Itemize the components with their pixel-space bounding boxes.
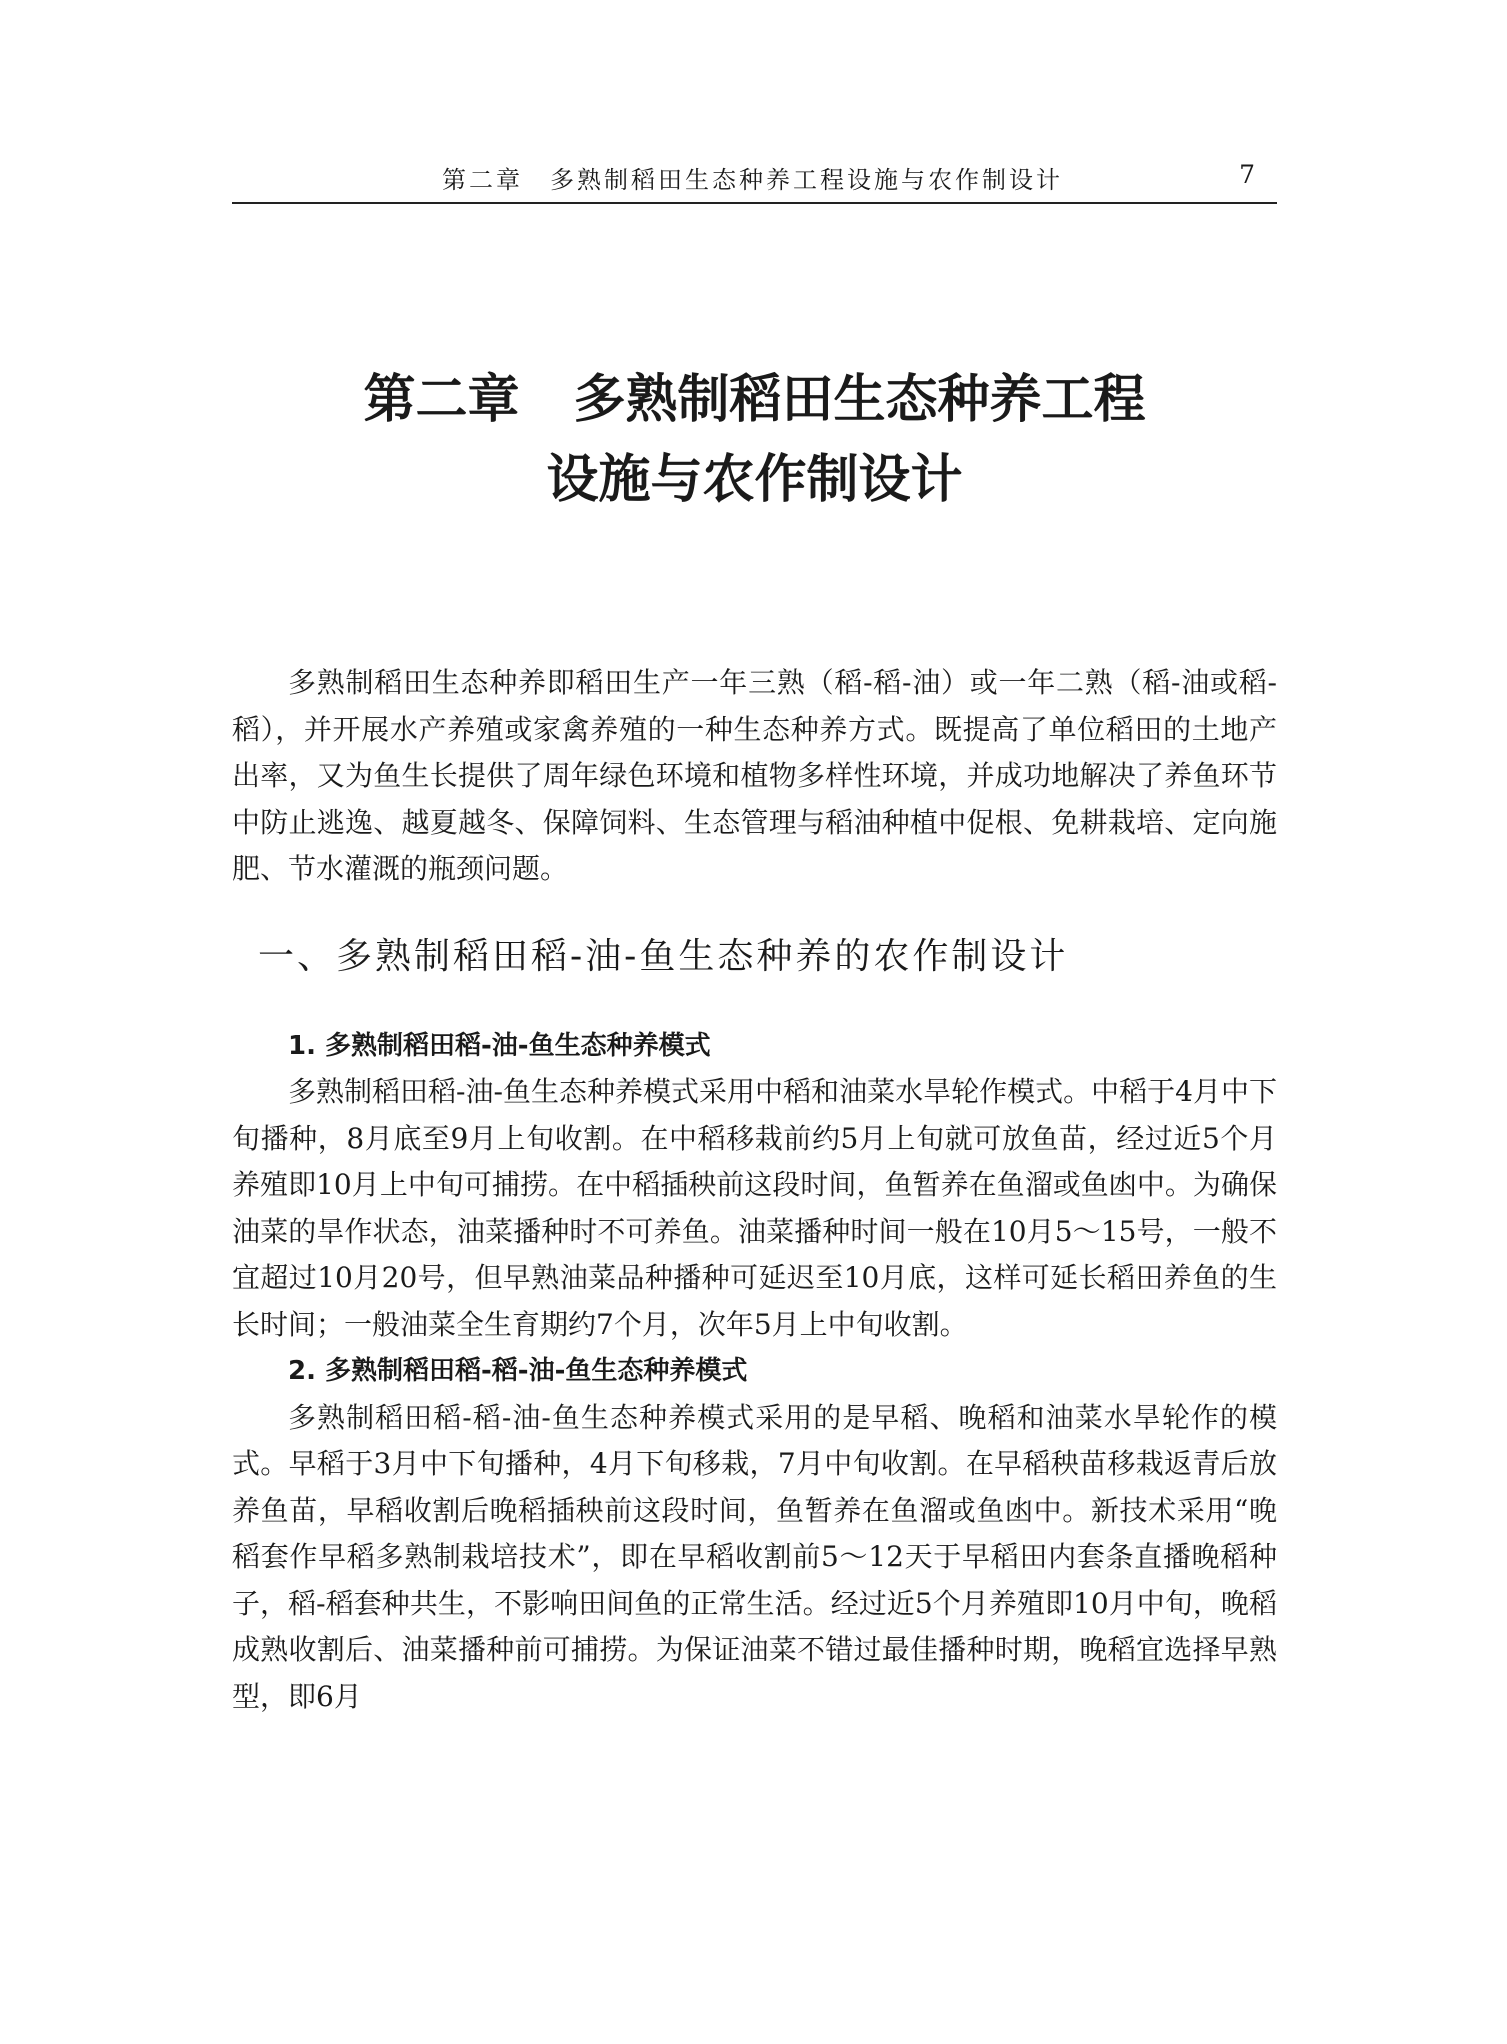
section-heading: 一、多熟制稻田稻-油-鱼生态种养的农作制设计	[258, 935, 1069, 977]
chapter-title-text: 多熟制稻田生态种养工程	[573, 370, 1146, 430]
running-title: 第二章 多熟制稻田生态种养工程设施与农作制设计	[442, 166, 1063, 194]
chapter-title-line-1	[232, 360, 1277, 440]
subsection-paragraph-1: 多熟制稻田稻-油-鱼生态种养模式采用中稻和油菜水旱轮作模式。中稻于4月中下旬播种，8月底至9月上旬收割。在中稻移栽前约5月上旬就可放鱼苗，经过近5个月养殖即10月上中旬可捕捞。在中稻插秧前这段时间，鱼暂养在鱼溜或鱼凼中。为确保油菜的旱作状态，油菜播种时不可养鱼。油菜播种时间一般在10月5～15号，一般不宜超过10月20号，但早熟油菜品种播种可延迟至10月底，这样可延长稻田养鱼的生长时间；一般油菜全生育期约7个月，次年5月上中旬收割。	[232, 1075, 1277, 1341]
running-header	[232, 160, 1277, 204]
intro-paragraph: 多熟制稻田生态种养即稻田生产一年三熟（稻-稻-油）或一年二熟（稻-油或稻-稻），并开展水产养殖或家禽养殖的一种生态种养方式。既提高了单位稻田的土地产出率，又为鱼生长提供了周年绿色环境和植物多样性环境，并成功地解决了养鱼环节中防止逃逸、越夏越冬、保障饲料、生态管理与稻油种植中促根、免耕栽培、定向施肥、节水灌溉的瓶颈问题。	[232, 666, 1277, 885]
page-content	[232, 660, 1277, 1720]
chapter-title-line-2: 设施与农作制设计	[546, 450, 963, 510]
subsection-paragraph-2: 多熟制稻田稻-稻-油-鱼生态种养模式采用的是早稻、晚稻和油菜水旱轮作的模式。早稻于3月中下旬播种，4月下旬移栽，7月中旬收割。在早稻秧苗移栽返青后放养鱼苗，早稻收割后晚稻插秧前这段时间，鱼暂养在鱼溜或鱼凼中。新技术采用“晚稻套作早稻多熟制栽培技术”，即在早稻收割前5～12天于早稻田内套条直播晚稻种子，稻-稻套种共生，不影响田间鱼的正常生活。经过近5个月养殖即10月中旬，晚稻成熟收割后、油菜播种前可捕捞。为保证油菜不错过最佳播种时期，晚稻宜选择早熟型，即6月	[232, 1400, 1277, 1713]
page-number: 7	[1239, 160, 1255, 189]
subsection-heading-1: 1. 多熟制稻田稻-油-鱼生态种养模式	[288, 1030, 711, 1061]
chapter-number: 第二章	[363, 370, 520, 430]
subsection-heading-2: 2. 多熟制稻田稻-稻-油-鱼生态种养模式	[288, 1356, 748, 1386]
chapter-title	[232, 360, 1277, 520]
